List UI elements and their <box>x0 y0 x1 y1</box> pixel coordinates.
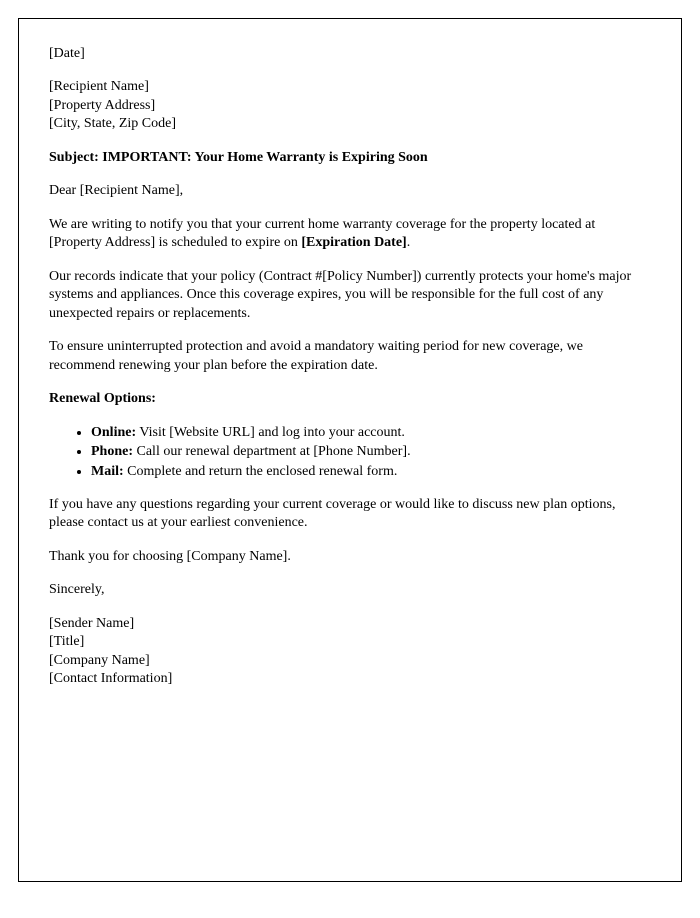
paragraph-expiration-end: . <box>406 235 411 251</box>
subject-line: Subject: IMPORTANT: Your Home Warranty is Expiring Soon <box>49 149 428 165</box>
sender-name: [Sender Name] <box>49 615 135 631</box>
recipient-name: [Recipient Name] <box>49 79 149 95</box>
expiration-date-placeholder: [Expiration Date] <box>301 235 407 251</box>
letter-page <box>18 18 682 882</box>
sender-title: [Title] <box>49 634 85 650</box>
renewal-option-online-text: Visit [Website URL] and log into your account. <box>136 424 405 440</box>
paragraph-thanks: Thank you for choosing [Company Name]. <box>49 548 291 564</box>
paragraph-records: Our records indicate that your policy (Contract #[Policy Number]) currently protects your home's major systems and appliances. Once this coverage expires, you will be responsible for the full cost of any unexpected repairs or replacements. <box>49 268 632 321</box>
paragraph-protection: To ensure uninterrupted protection and avoid a mandatory waiting period for new coverage, we recommend renewing your plan before the expiration date. <box>49 339 583 373</box>
renewal-option-phone-text: Call our renewal department at [Phone Number]. <box>133 444 411 460</box>
renewal-options-heading: Renewal Options: <box>49 391 156 407</box>
closing: Sincerely, <box>49 582 105 598</box>
renewal-option-phone-label: Phone: <box>91 444 133 460</box>
recipient-block <box>49 78 651 133</box>
recipient-property-address: [Property Address] <box>49 97 156 113</box>
date-line: [Date] <box>49 46 85 61</box>
salutation: Dear [Recipient Name], <box>49 183 184 199</box>
sender-contact: [Contact Information] <box>49 671 173 687</box>
recipient-city-state-zip: [City, State, Zip Code] <box>49 116 177 132</box>
paragraph-expiration-start: We are writing to notify you that your current home warranty coverage for the property located at [Property Address] is scheduled to expire on <box>49 216 596 251</box>
renewal-option-mail <box>91 463 651 481</box>
paragraph-expiration-notice <box>49 216 651 253</box>
sender-company: [Company Name] <box>49 652 150 668</box>
renewal-option-mail-text: Complete and return the enclosed renewal form. <box>123 463 398 479</box>
renewal-option-online <box>91 424 651 442</box>
renewal-option-online-label: Online: <box>91 424 137 440</box>
paragraph-questions: If you have any questions regarding your current coverage or would like to discuss new plan options, please contact us at your earliest convenience. <box>49 496 616 531</box>
renewal-option-mail-label: Mail: <box>91 463 124 479</box>
renewal-options-list <box>49 424 651 481</box>
signature-block <box>49 615 651 689</box>
renewal-option-phone <box>91 443 651 461</box>
